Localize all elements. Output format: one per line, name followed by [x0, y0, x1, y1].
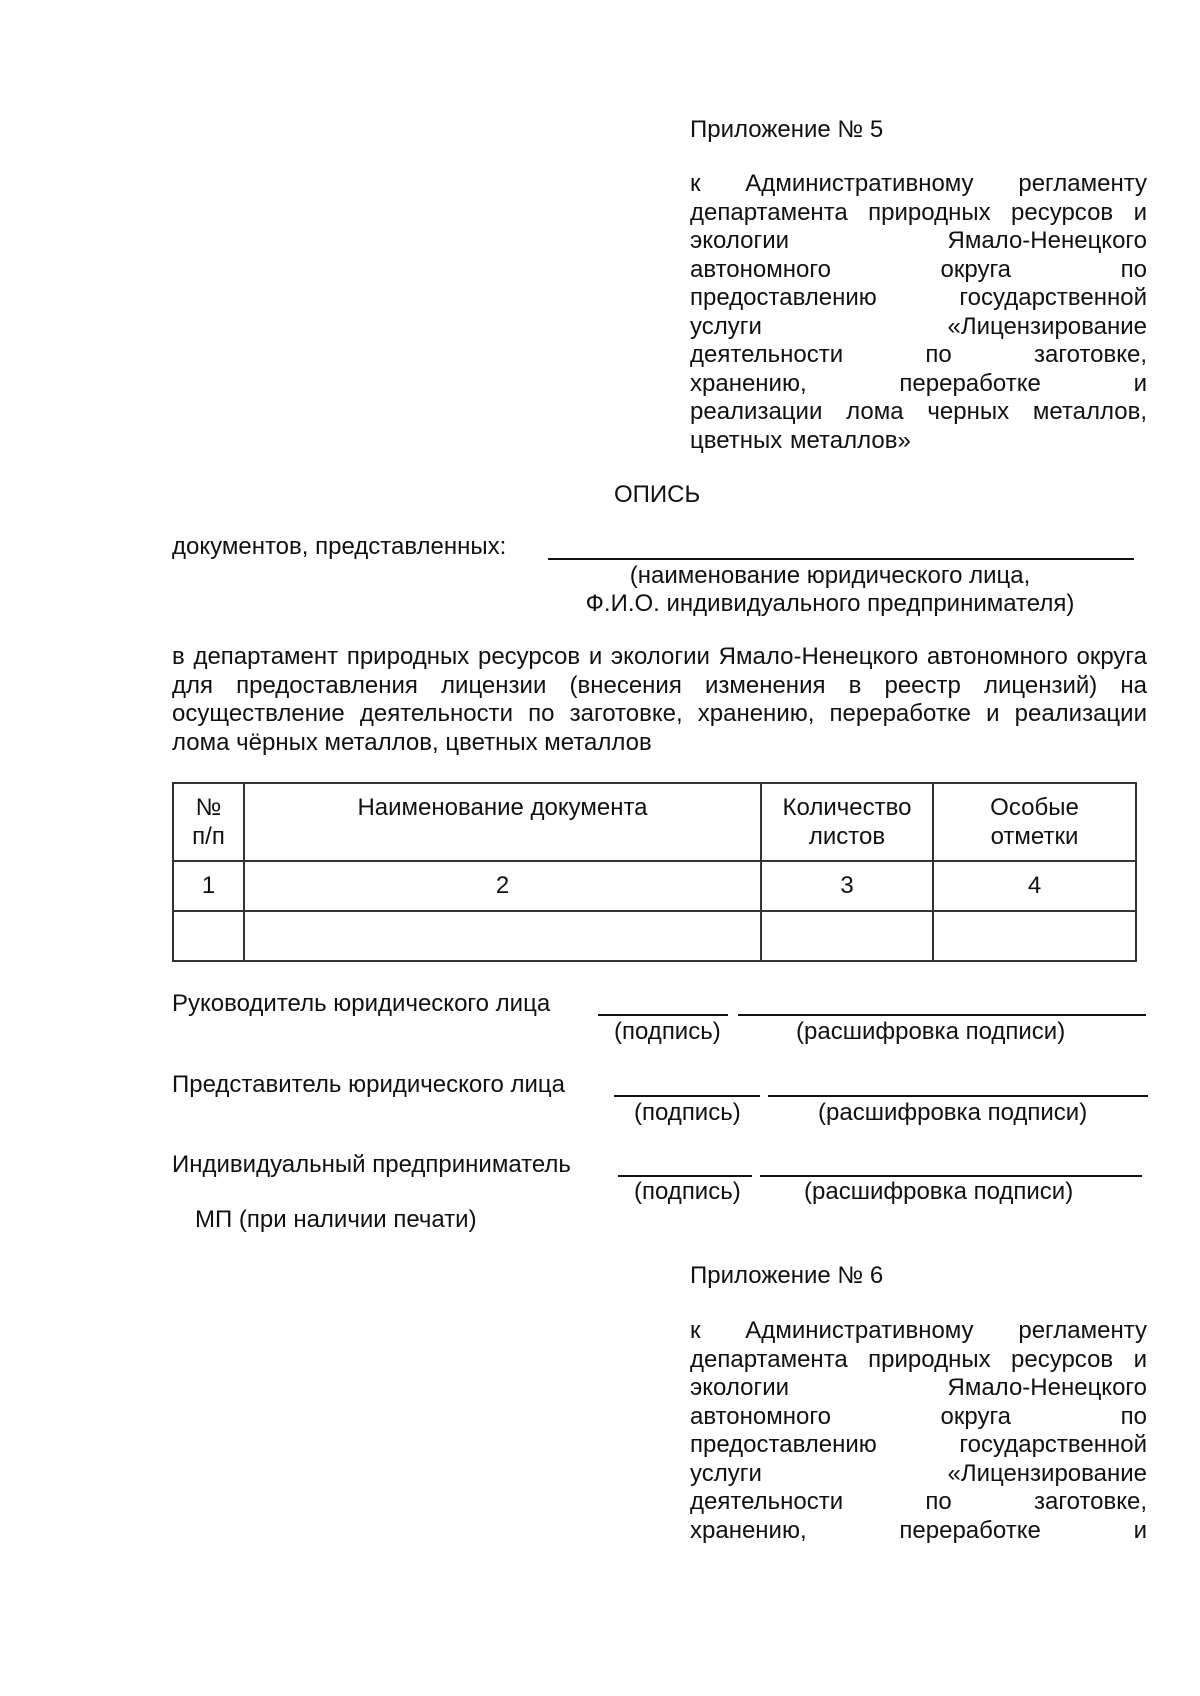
- header-notes-line1: Особые: [990, 794, 1079, 821]
- representative-signature-line[interactable]: [614, 1095, 760, 1097]
- table-header-row: [173, 783, 1136, 861]
- appendix-6-line: предоставлению государственной: [690, 1431, 1147, 1458]
- representative-decryption-line[interactable]: [768, 1095, 1148, 1097]
- submitted-by-label: документов, представленных:: [172, 533, 507, 560]
- documents-table: [172, 782, 1137, 962]
- submitted-by-blank-line[interactable]: [548, 558, 1134, 560]
- entrepreneur-signature-label: Индивидуальный предприниматель: [172, 1151, 571, 1178]
- appendix-5-title: Приложение № 5: [690, 116, 884, 143]
- appendix-5-line: экологии Ямало-Ненецкого: [690, 227, 1147, 254]
- purpose-paragraph: в департамент природных ресурсов и экологии Ямало-Ненецкого автономного округа для предоставления лицензии (внесения изменения в реестр лицензий) на осуществление деятельности по заготовке, хранению, переработке и реализации лома чёрных металлов, цветных металлов: [172, 643, 1147, 756]
- appendix-5-line: деятельности по заготовке,: [690, 341, 1147, 368]
- appendix-6-title: Приложение № 6: [690, 1262, 884, 1289]
- appendix-5-line: автономного округа по: [690, 255, 1147, 283]
- header-document-name: [244, 783, 761, 861]
- head-signature-label: Руководитель юридического лица: [172, 990, 551, 1017]
- table-cell-empty[interactable]: [173, 911, 244, 961]
- header-number-line2: п/п: [192, 822, 225, 850]
- head-decryption-caption: (расшифровка подписи): [796, 1018, 1066, 1045]
- appendix-6-line: автономного округа по: [690, 1402, 1147, 1430]
- entrepreneur-signature-line[interactable]: [618, 1175, 752, 1177]
- entrepreneur-decryption-line[interactable]: [760, 1175, 1142, 1177]
- header-sheets-line2: листов: [808, 822, 886, 850]
- stamp-note: МП (при наличии печати): [195, 1206, 477, 1233]
- representative-signature-caption: (подпись): [634, 1099, 741, 1126]
- appendix-5-line: хранению, переработке и: [690, 369, 1147, 397]
- appendix-6-text: [690, 1317, 1147, 1545]
- appendix-6-line: деятельности по заготовке,: [690, 1488, 1147, 1515]
- header-sheets-line1: Количество: [782, 794, 912, 821]
- appendix-5-line: предоставлению государственной: [690, 284, 1147, 311]
- appendix-6-line: департамента природных ресурсов и: [690, 1345, 1147, 1373]
- appendix-5-line: департамента природных ресурсов и: [690, 198, 1147, 226]
- header-notes-line2: отметки: [990, 822, 1079, 850]
- header-special-notes: [933, 783, 1136, 861]
- head-decryption-line[interactable]: [738, 1014, 1146, 1016]
- column-number-3: 3: [761, 861, 933, 911]
- column-number-4: 4: [933, 861, 1136, 911]
- head-signature-caption: (подпись): [614, 1018, 721, 1045]
- appendix-5-line: реализации лома черных металлов,: [690, 398, 1147, 425]
- header-number: [173, 783, 244, 861]
- entrepreneur-decryption-caption: (расшифровка подписи): [804, 1178, 1074, 1205]
- submitted-by-caption-1: (наименование юридического лица,: [629, 562, 1031, 589]
- inventory-title: ОПИСЬ: [614, 481, 701, 508]
- column-number-2: 2: [244, 861, 761, 911]
- table-cell-empty[interactable]: [933, 911, 1136, 961]
- representative-signature-label: Представитель юридического лица: [172, 1071, 565, 1098]
- table-numbering-row: [173, 861, 1136, 911]
- appendix-6-line: экологии Ямало-Ненецкого: [690, 1374, 1147, 1401]
- submitted-by-caption-2: Ф.И.О. индивидуального предпринимателя): [585, 590, 1075, 617]
- header-number-line1: №: [195, 794, 222, 821]
- header-sheets-count: [761, 783, 933, 861]
- appendix-5-line: услуги «Лицензирование: [690, 312, 1147, 340]
- appendix-6-line: к Административному регламенту: [690, 1317, 1147, 1344]
- header-document-name-text: Наименование документа: [357, 794, 648, 821]
- appendix-5-line: к Административному регламенту: [690, 170, 1147, 197]
- table-cell-empty[interactable]: [244, 911, 761, 961]
- appendix-6-line: услуги «Лицензирование: [690, 1459, 1147, 1487]
- appendix-5-line: цветных металлов»: [690, 426, 911, 454]
- entrepreneur-signature-caption: (подпись): [634, 1178, 741, 1205]
- head-signature-line[interactable]: [598, 1014, 728, 1016]
- representative-decryption-caption: (расшифровка подписи): [818, 1099, 1088, 1126]
- appendix-5-text: [690, 170, 1147, 455]
- table-row: [173, 911, 1136, 961]
- column-number-1: 1: [173, 861, 244, 911]
- appendix-6-line: хранению, переработке и: [690, 1516, 1147, 1544]
- table-cell-empty[interactable]: [761, 911, 933, 961]
